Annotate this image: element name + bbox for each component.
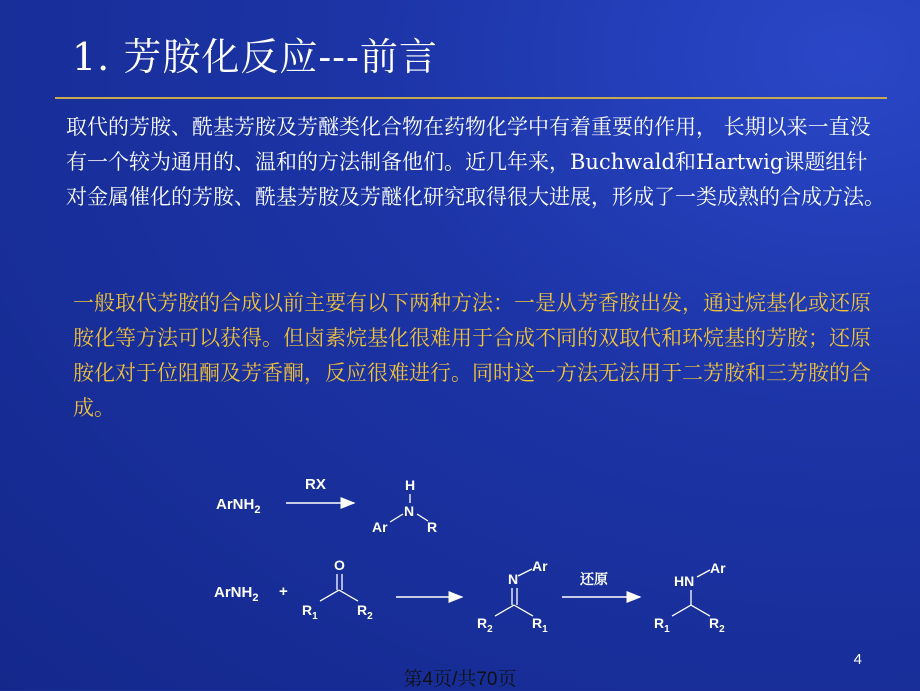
r1-bond-n-ar	[390, 514, 403, 522]
r2-amine-hn: HN	[674, 573, 695, 589]
r2-ketone-bond-r	[339, 590, 358, 601]
r2-amine-ar: Ar	[710, 560, 726, 576]
r2-amine-r2: $R_2$	[709, 615, 725, 635]
r1-product-ar: Ar	[372, 519, 388, 535]
r2-imine-r1: $R_1$	[532, 615, 548, 635]
slide-title: 1. 芳胺化反应---前言	[72, 35, 438, 79]
r2-plus: +	[279, 583, 288, 600]
page-footer: 第4页/共70页	[403, 669, 517, 690]
slide-page-number: 4	[853, 651, 862, 668]
r2-imine-n: N	[508, 571, 519, 587]
r2-ketone-r1: $R_1$	[302, 602, 318, 622]
r2-amine-r1: $R_1$	[654, 615, 670, 635]
r1-product-r: R	[427, 519, 438, 535]
r2-amine-bond-l	[672, 605, 691, 616]
r1-product-n: N	[404, 503, 415, 519]
r2-reagent: 还原	[580, 571, 608, 587]
r1-product-h: H	[405, 477, 416, 493]
r2-imine-r2: $R_2$	[477, 615, 493, 635]
intro-paragraph: 取代的芳胺、酰基芳胺及芳醚类化合物在药物化学中有着重要的作用， 长期以来一直没有一个较为通用的、温和的方法制备他们。近几年来，Buchwald和Hartwig课题组针对金属催化的芳胺、酰基芳胺及芳醚化研究取得很大进展，形成了一类成熟的合成方法。	[66, 115, 885, 209]
r2-imine-bond-l	[495, 605, 514, 616]
r2-reactant: ArNH$_2$	[214, 584, 259, 604]
methods-paragraph: 一般取代芳胺的合成以前主要有以下两种方法：一是从芳香胺出发，通过烷基化或还原胺化等方法可以获得。但卤素烷基化很难用于合成不同的双取代和环烷基的芳胺；还原胺化对于位阻酮及芳香酮，反应很难进行。同时这一方法无法用于二芳胺和三芳胺的合成。	[73, 291, 871, 420]
r2-ketone-r2: $R_2$	[357, 602, 373, 622]
r2-ketone-o: O	[334, 557, 345, 573]
r2-imine-bond-ar	[518, 569, 532, 576]
r2-imine-ar: Ar	[532, 558, 548, 574]
r2-amine-bond-ar	[697, 570, 710, 577]
r2-ketone-bond-l	[320, 590, 339, 601]
r2-amine-bond-r	[691, 605, 710, 616]
r1-reactant: ArNH$_2$	[216, 496, 261, 516]
r2-imine-bond-r	[514, 605, 533, 616]
r1-reagent: RX	[305, 476, 326, 493]
